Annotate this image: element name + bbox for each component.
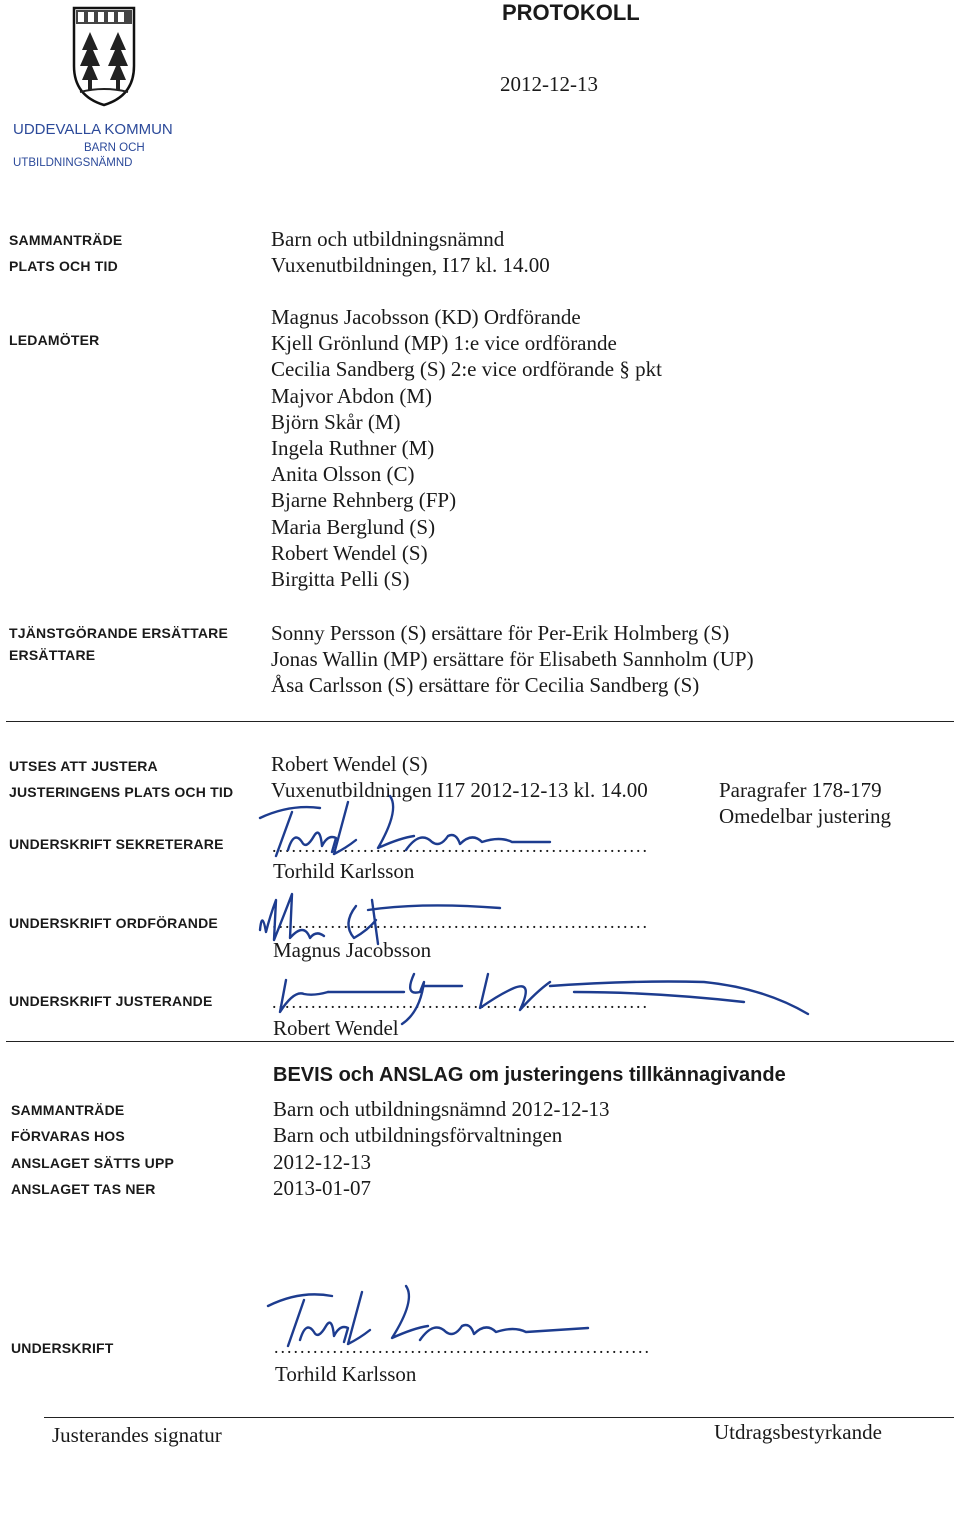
label-justeringens-plats: JUSTERINGENS PLATS OCH TID (9, 784, 234, 800)
member-item: Cecilia Sandberg (S) 2:e vice ordförande § pkt (271, 357, 662, 382)
document-title: PROTOKOLL (502, 0, 640, 25)
member-item: Anita Olsson (C) (271, 462, 415, 487)
coat-of-arms-logo (68, 4, 140, 108)
label-utses-att-justera: UTSES ATT JUSTERA (9, 758, 158, 774)
anslaget-tas-ner-value: 2013-01-07 (273, 1176, 371, 1200)
member-item: Bjarne Rehnberg (FP) (271, 488, 457, 513)
label-underskrift-ordforande: UNDERSKRIFT ORDFÖRANDE (9, 915, 218, 931)
signature-robert-wendel (274, 952, 814, 1030)
omedelbar-justering: Omedelbar justering (719, 804, 892, 828)
label-sammantrade: SAMMANTRÄDE (9, 232, 123, 248)
member-item: Majvor Abdon (M) (271, 383, 432, 408)
label-bevis-sammantrade: SAMMANTRÄDE (11, 1102, 125, 1118)
signature-torhild-karlsson-2 (258, 1282, 651, 1362)
member-item: Kjell Grönlund (MP) 1:e vice ordförande (271, 331, 617, 356)
municipality-name: UDDEVALLA KOMMUN (13, 121, 173, 138)
paragrafer: Paragrafer 178-179 (719, 778, 882, 802)
meeting-name: Barn och utbildningsnämnd (271, 227, 505, 251)
member-item: Birgitta Pelli (S) (271, 566, 410, 591)
signature-line-ordforande: .......................................................... (272, 912, 649, 932)
label-underskrift: UNDERSKRIFT (11, 1340, 114, 1356)
member-list (271, 304, 662, 592)
member-item: Ingela Ruthner (M) (271, 435, 435, 460)
signature-line-justerande: .......................................................... (272, 992, 649, 1012)
member-item: Magnus Jacobsson (KD) Ordförande (271, 305, 581, 329)
label-ersattare: ERSÄTTARE (9, 647, 96, 663)
member-item: Björn Skår (M) (271, 409, 401, 434)
ordforande-name: Magnus Jacobsson (273, 938, 432, 962)
substitute-item: Sonny Persson (S) ersättare för Per-Erik Holmberg (S) (271, 621, 730, 645)
member-item: Robert Wendel (S) (271, 540, 428, 565)
department-line1: BARN OCH (84, 142, 145, 154)
justerande-name: Robert Wendel (273, 1016, 399, 1040)
underskrift-name: Torhild Karlsson (275, 1362, 417, 1386)
label-anslaget-tas-ner: ANSLAGET TAS NER (11, 1181, 156, 1197)
forvaras-hos-value: Barn och utbildningsförvaltningen (273, 1123, 563, 1147)
sekreterare-name: Torhild Karlsson (273, 859, 415, 883)
label-tjanstgorande-ersattare: TJÄNSTGÖRANDE ERSÄTTARE (9, 625, 229, 641)
meeting-place-time: Vuxenutbildningen, I17 kl. 14.00 (271, 253, 550, 277)
label-ledamoter: LEDAMÖTER (9, 332, 100, 348)
bevis-sammantrade-value: Barn och utbildningsnämnd 2012-12-13 (273, 1097, 610, 1121)
label-plats-och-tid: PLATS OCH TID (9, 258, 118, 274)
member-item: Maria Berglund (S) (271, 514, 436, 539)
label-underskrift-sekreterare: UNDERSKRIFT SEKRETERARE (9, 836, 224, 852)
anslaget-satts-upp-value: 2012-12-13 (273, 1150, 371, 1174)
substitute-item: Åsa Carlsson (S) ersättare för Cecilia Sandberg (S) (271, 673, 700, 698)
label-anslaget-satts-upp: ANSLAGET SÄTTS UPP (11, 1155, 175, 1171)
signature-torhild-karlsson-1 (250, 790, 600, 880)
label-forvaras-hos: FÖRVARAS HOS (11, 1128, 125, 1144)
department-line2: UTBILDNINGSNÄMND (13, 157, 133, 169)
substitute-item: Jonas Wallin (MP) ersättare för Elisabeth Sannholm (UP) (271, 647, 754, 672)
justering-plats-value: Vuxenutbildningen I17 2012-12-13 kl. 14.00 (271, 778, 648, 802)
footer-justerandes-signatur: Justerandes signatur (52, 1423, 222, 1447)
signature-line-sekreterare: .......................................................... (272, 836, 649, 856)
bevis-heading: BEVIS och ANSLAG om justeringens tillkännagivande (273, 1064, 786, 1086)
substitute-list (271, 620, 754, 699)
footer-utdragsbestyrkande: Utdragsbestyrkande (714, 1420, 882, 1444)
divider-footer (44, 1417, 954, 1418)
document-date: 2012-12-13 (500, 72, 598, 96)
label-underskrift-justerande: UNDERSKRIFT JUSTERANDE (9, 993, 213, 1009)
divider-top (6, 721, 954, 722)
signature-line-underskrift: .......................................................... (274, 1337, 651, 1357)
utses-value: Robert Wendel (S) (271, 752, 428, 776)
divider-middle (6, 1041, 954, 1042)
